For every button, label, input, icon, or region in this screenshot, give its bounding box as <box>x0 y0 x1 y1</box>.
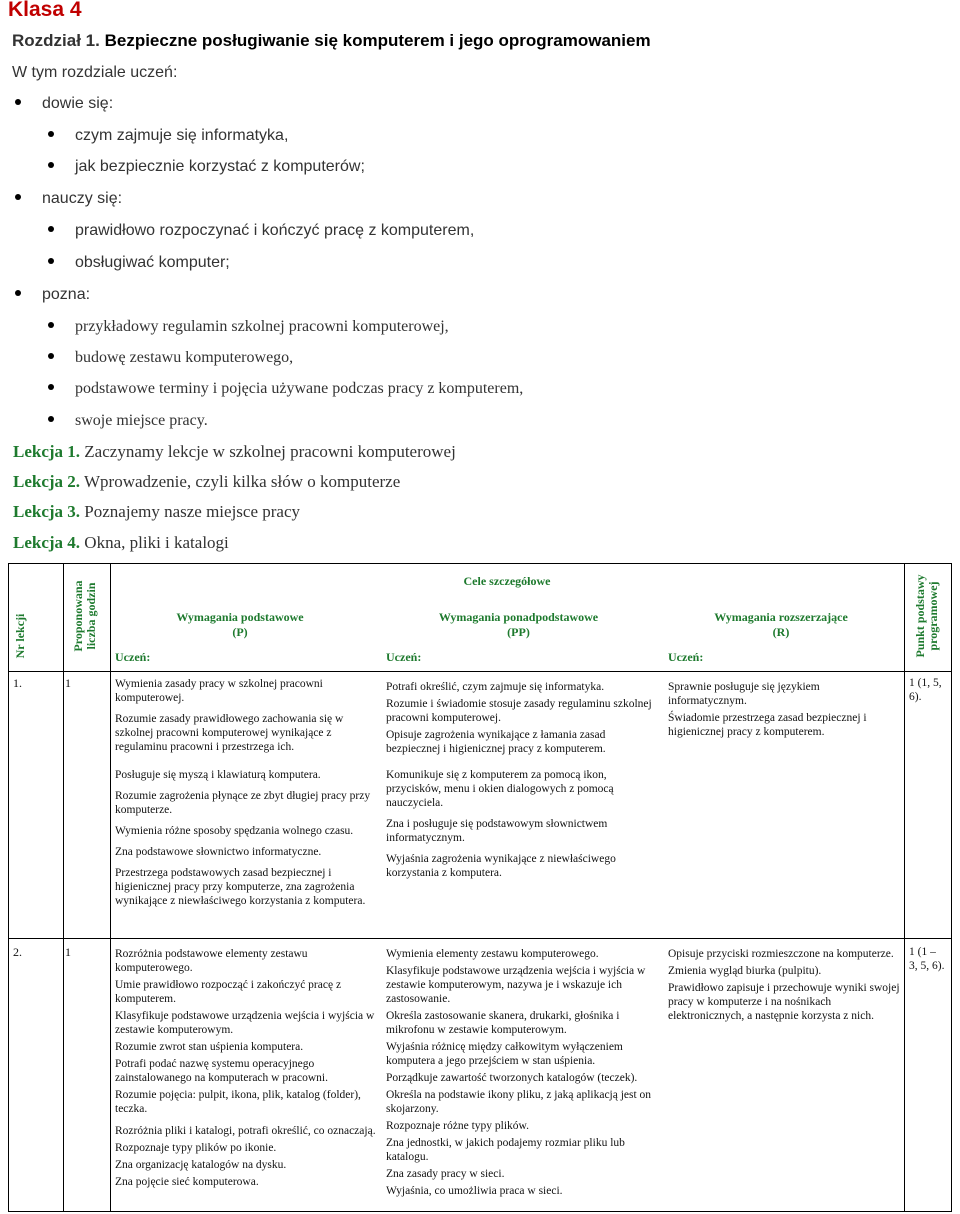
requirement-item: Umie prawidłowo rozpocząć i zakończyć pracę z komputerem. <box>115 979 342 1005</box>
requirement-item: Rozumie zasady prawidłowego zachowania się w szkolnej pracowni komputerowej wynikające z regulaminu pracowni i przestrzega ich. <box>115 713 344 753</box>
outcome-item: obsługiwać komputer; <box>48 254 230 272</box>
bullet-icon <box>15 290 21 296</box>
requirement-item: Wymienia elementy zestawu komputerowego. <box>386 948 599 960</box>
table-rule <box>951 563 952 1212</box>
basic-requirements <box>115 947 377 1189</box>
table-rule <box>8 671 951 672</box>
requirement-item: Wymienia różne sposoby spędzania wolnego czasu. <box>115 825 354 837</box>
requirement-item: Zna organizację katalogów na dysku. <box>115 1159 287 1171</box>
outcome-heading: dowie się: <box>15 95 113 113</box>
basic-requirements <box>115 677 377 761</box>
table-rule <box>8 563 9 1212</box>
table-rule <box>904 563 905 1212</box>
bullet-icon <box>48 131 54 137</box>
outcome-heading: pozna: <box>15 286 90 304</box>
core-curriculum-point: 1 (1 – 3, 5, 6). <box>909 946 945 972</box>
lesson-number: 2. <box>13 945 22 959</box>
requirement-item: Komunikuje się z komputerem za pomocą ikon, przycisków, menu i okien dialogowych z pomocą nauczyciela. <box>386 769 614 809</box>
lesson-hours: 1 <box>65 676 71 690</box>
lesson-2: Lekcja 2. Wprowadzenie, czyli kilka słów o komputerze <box>13 472 401 491</box>
header-extended: Wymagania rozszerzające (R) <box>714 610 848 639</box>
bullet-icon <box>48 353 54 359</box>
outcome-item: prawidłowo rozpoczynać i kończyć pracę z komputerem, <box>48 222 474 240</box>
requirement-item: Sprawnie posługuje się językiem informatycznym. <box>668 681 820 707</box>
lesson-number: 1. <box>13 676 22 690</box>
requirement-item: Opisuje zagrożenia wynikające z łamania zasad bezpiecznej i higienicznej pracy z komputerem. <box>386 729 606 755</box>
outcome-item: przykładowy regulamin szkolnej pracowni komputerowej, <box>48 318 449 336</box>
outcome-item: budowę zestawu komputerowego, <box>48 349 293 367</box>
requirement-item: Posługuje się myszą i klawiaturą komputera. <box>115 769 321 781</box>
requirement-item: Wyjaśnia zagrożenia wynikające z niewłaściwego korzystania z komputera. <box>386 853 616 879</box>
requirement-item: Rozumie i świadomie stosuje zasady regulaminu szkolnej pracowni komputerowej. <box>386 698 652 724</box>
requirement-item: Zna zasady pracy w sieci. <box>386 1168 505 1180</box>
table-rule <box>110 563 111 1212</box>
page-title: Klasa 4 <box>8 0 82 21</box>
lesson-1: Lekcja 1. Zaczynamy lekcje w szkolnej pracowni komputerowej <box>13 442 456 461</box>
requirement-item: Wyjaśnia, co umożliwia praca w sieci. <box>386 1185 563 1197</box>
header-core: Punkt podstawy programowej <box>913 574 940 658</box>
bullet-icon <box>48 226 54 232</box>
table-rule <box>8 563 951 564</box>
requirement-item: Rozpoznaje różne typy plików. <box>386 1120 529 1132</box>
requirement-item: Świadomie przestrzega zasad bezpiecznej i higienicznej pracy z komputerem. <box>668 712 867 738</box>
core-curriculum-point: 1 (1, 5, 6). <box>909 677 942 703</box>
requirement-item: Porządkuje zawartość tworzonych katalogów (teczek). <box>386 1072 638 1084</box>
intro-text: W tym rozdziale uczeń: <box>12 64 178 81</box>
advanced-requirements <box>386 768 654 887</box>
basic-requirements <box>115 768 377 915</box>
table-rule <box>63 563 64 1212</box>
requirement-item: Rozumie pojęcia: pulpit, ikona, plik, katalog (folder), teczka. <box>115 1089 361 1115</box>
header-goals: Cele szczegółowe <box>463 574 551 588</box>
student-label: Uczeń: <box>386 650 422 664</box>
bullet-icon <box>48 258 54 264</box>
requirement-item: Wyjaśnia różnicę między całkowitym wyłączeniem komputera a jego przejściem w stan uśpienia. <box>386 1041 623 1067</box>
bullet-icon <box>15 99 21 105</box>
requirement-item: Określa na podstawie ikony pliku, z jaką aplikacją jest on skojarzony. <box>386 1089 652 1115</box>
lesson-3: Lekcja 3. Poznajemy nasze miejsce pracy <box>13 502 301 521</box>
bullet-icon <box>48 416 54 422</box>
requirement-item: Zna i posługuje się podstawowym słownictwem informatycznym. <box>386 818 608 844</box>
requirement-item: Opisuje przyciski rozmieszczone na komputerze. <box>668 948 894 960</box>
chapter-heading <box>12 31 651 51</box>
outcome-item: swoje miejsce pracy. <box>48 412 208 430</box>
advanced-requirements <box>386 680 654 763</box>
outcome-heading: nauczy się: <box>15 190 122 208</box>
extended-requirements <box>668 947 900 1023</box>
chapter-label: Rozdział 1. <box>12 31 100 50</box>
requirement-item: Klasyfikuje podstawowe urządzenia wejścia i wyjścia w zestawie komputerowym. <box>115 1010 375 1036</box>
lesson-hours: 1 <box>65 945 71 959</box>
outcome-item: jak bezpiecznie korzystać z komputerów; <box>48 158 365 176</box>
requirement-item: Rozróżnia podstawowe elementy zestawu komputerowego. <box>115 948 308 974</box>
table-rule <box>8 938 951 939</box>
requirement-item: Przestrzega podstawowych zasad bezpiecznej i higienicznej pracy przy komputerze, zna zagrożenia wynikające z niewłaściwego korzystania z komputera. <box>115 867 366 907</box>
requirement-item: Zna jednostki, w jakich podajemy rozmiar pliku lub katalogu. <box>386 1137 625 1163</box>
bullet-icon <box>48 384 54 390</box>
lesson-4: Lekcja 4. Okna, pliki i katalogi <box>13 533 229 552</box>
student-label: Uczeń: <box>115 650 151 664</box>
requirement-item: Potrafi określić, czym zajmuje się informatyka. <box>386 681 605 693</box>
requirement-item: Rozumie zagrożenia płynące ze zbyt długiej pracy przy komputerze. <box>115 790 371 816</box>
requirement-item: Określa zastosowanie skanera, drukarki, głośnika i mikrofonu w zestawie komputerowym. <box>386 1010 620 1036</box>
extended-requirements <box>668 680 900 746</box>
requirement-item: Zna podstawowe słownictwo informatyczne. <box>115 846 322 858</box>
requirements-table <box>8 563 952 1214</box>
bullet-icon <box>15 194 21 200</box>
requirement-item: Klasyfikuje podstawowe urządzenia wejścia i wyjścia w zestawie komputerowym, nazywa je i wskazuje ich zastosowanie. <box>386 965 646 1005</box>
header-advanced: Wymagania ponadpodstawowe (PP) <box>438 610 599 639</box>
requirement-item: Zmienia wygląd biurka (pulpitu). <box>668 965 822 977</box>
requirement-item: Rozpoznaje typy plików po ikonie. <box>115 1142 277 1154</box>
requirement-item: Rozróżnia pliki i katalogi, potrafi określić, co oznaczają. <box>115 1125 376 1137</box>
chapter-title: Bezpieczne posługiwanie się komputerem i jego oprogramowaniem <box>104 31 651 50</box>
requirement-item: Zna pojęcie sieć komputerowa. <box>115 1176 259 1188</box>
bullet-icon <box>48 162 54 168</box>
requirement-item: Rozumie zwrot stan uśpienia komputera. <box>115 1041 304 1053</box>
header-basic: Wymagania podstawowe (P) <box>176 610 304 639</box>
outcome-item: czym zajmuje się informatyka, <box>48 127 288 145</box>
requirement-item: Prawidłowo zapisuje i przechowuje wyniki swojej pracy w komputerze i na nośnikach elektronicznych, a następnie korzysta z nich. <box>668 982 900 1022</box>
student-label: Uczeń: <box>668 650 704 664</box>
advanced-requirements <box>386 947 654 1198</box>
requirement-item: Potrafi podać nazwę systemu operacyjnego zainstalowanego na komputerach w pracowni. <box>115 1058 328 1084</box>
table-rule <box>8 1211 951 1212</box>
requirement-item: Wymienia zasady pracy w szkolnej pracowni komputerowej. <box>115 678 323 704</box>
header-nr: Nr lekcji <box>13 613 27 659</box>
header-hours: Proponowana liczba godzin <box>71 580 98 652</box>
bullet-icon <box>48 322 54 328</box>
outcome-item: podstawowe terminy i pojęcia używane podczas pracy z komputerem, <box>48 380 523 398</box>
